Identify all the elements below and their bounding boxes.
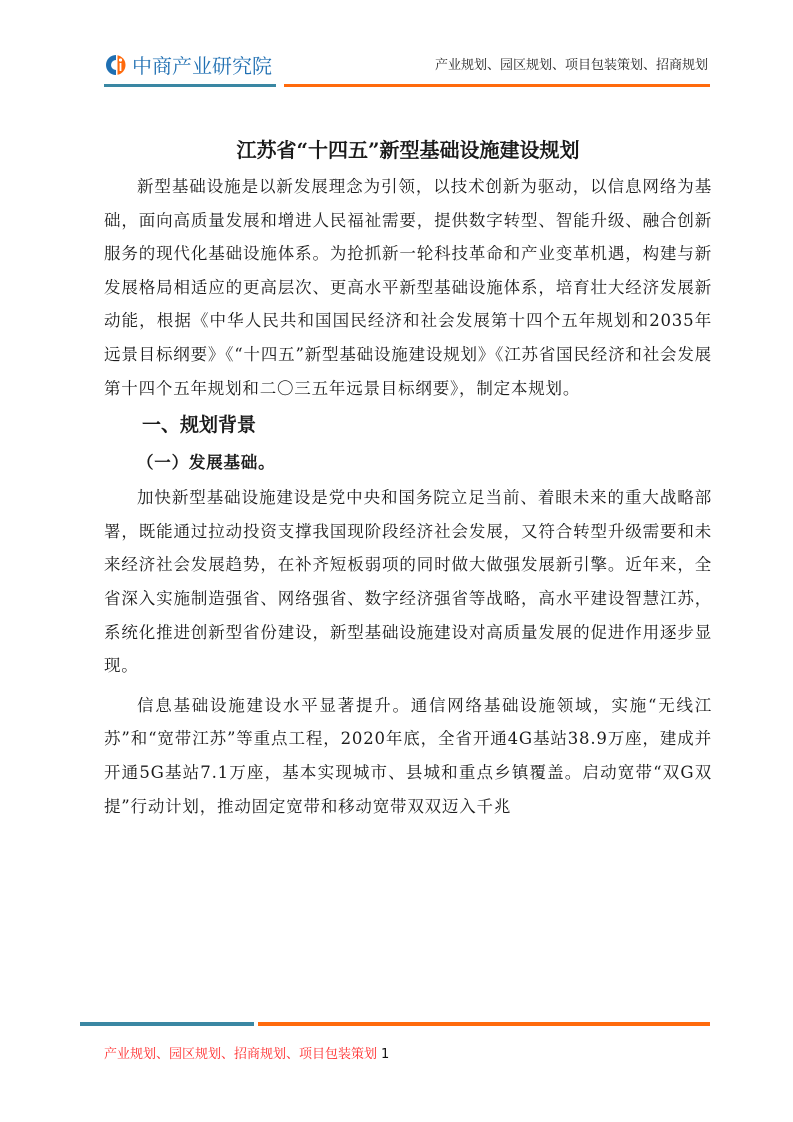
footer-rule-orange	[258, 1022, 710, 1026]
page-header	[0, 0, 793, 95]
footer-rule-blue	[80, 1022, 254, 1026]
header-rule-blue	[104, 84, 276, 87]
footer-text	[104, 1043, 389, 1062]
brand-logo	[104, 50, 272, 79]
section-heading: 一、规划背景	[142, 414, 257, 437]
document-body	[104, 130, 712, 823]
page-footer	[0, 1015, 793, 1075]
footer-tagline: 产业规划、园区规划、招商规划、项目包装策划	[104, 1047, 378, 1062]
subsection-heading: （一）发展基础。	[137, 453, 276, 473]
page-number: 1	[381, 1047, 390, 1062]
document-title: 江苏省“十四五”新型基础设施建设规划	[236, 138, 580, 162]
intro-paragraph: 新型基础设施是以新发展理念为引领，以技术创新为驱动，以信息网络为基础，面向高质量发展和增进人民福祉需要，提供数字转型、智能升级、融合创新服务的现代化基础设施体系。为抢抓新一轮科技革命和产业变革机遇，构建与新发展格局相适应的更高层次、更高水平新型基础设施体系，培育壮大经济发展新动能，根据《中华人民共和国国民经济和社会发展第十四个五年规划和2035年远景目标纲要》《“十四五”新型基础设施建设规划》《江苏省国民经济和社会发展第十四个五年规划和二〇三五年远景目标纲要》，制定本规划。	[104, 177, 712, 398]
body-paragraph: 加快新型基础设施建设是党中央和国务院立足当前、着眼未来的重大战略部署，既能通过拉动投资支撑我国现阶段经济社会发展，又符合转型升级需要和未来经济社会发展趋势，在补齐短板弱项的同时做大做强发展新引擎。近年来，全省深入实施制造强省、网络强省、数字经济强省等战略，高水平建设智慧江苏，系统化推进创新型省份建设，新型基础设施建设对高质量发展的促进作用逐步显现。	[104, 488, 712, 676]
logo-mark-icon	[104, 53, 128, 77]
body-paragraph: 信息基础设施建设水平显著提升。通信网络基础设施领域，实施“无线江苏”和“宽带江苏”等重点工程，2020年底，全省开通4G基站38.9万座，建成并开通5G基站7.1万座，基本实现城市、县城和重点乡镇覆盖。启动宽带“双G双提”行动计划，推动固定宽带和移动宽带双双迈入千兆	[104, 695, 712, 816]
header-rule-orange	[284, 84, 710, 87]
logo-text: 中商产业研究院	[132, 54, 272, 78]
header-tagline: 产业规划、园区规划、项目包装策划、招商规划	[434, 58, 708, 73]
